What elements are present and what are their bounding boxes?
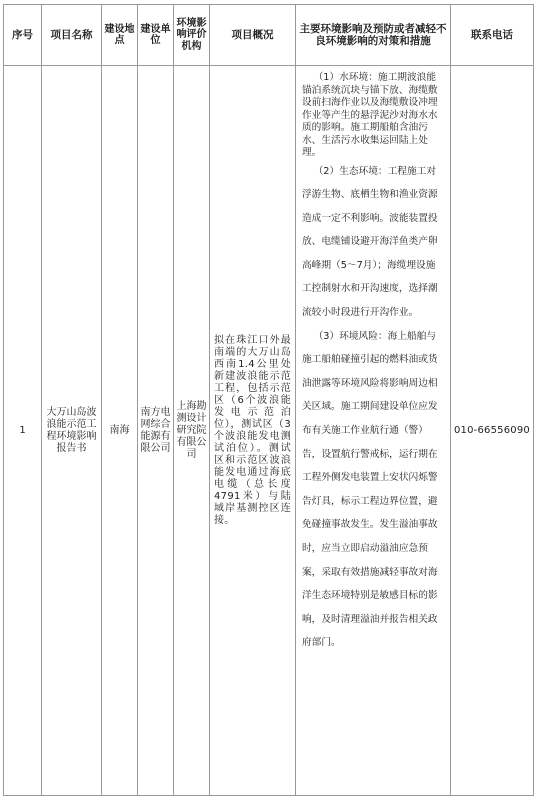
project-table: [3, 4, 534, 796]
cell-location: [102, 66, 138, 796]
cell-measures: [296, 66, 451, 796]
measure-ecology: （2）生态环境：工程施工对浮游生物、底栖生物和渔业资源造成一定不利影响。波能装置投放、电缆铺设避开海洋鱼类产卵高峰期（5～7月）；海缆埋设施工控制射水和开沟速度，选择潮流较小时段进行开沟作业。: [302, 165, 438, 319]
header-builder-text: 建设单位: [140, 23, 171, 46]
cell-phone: 010-66556090: [451, 66, 534, 796]
cell-builder-text: 南方电网综合能源有限公司: [140, 406, 171, 454]
header-eia-org-text: 环境影响评价机构: [176, 17, 207, 52]
header-eia-org: [174, 5, 210, 66]
cell-summary: 拟在珠江口外最南端的大万山岛西南1.4公里处新建波浪能示范工程，包括示范区（6个波浪能发电示范泊位），测试区（3个波浪能发电测试泊位）。测试区和示范区波浪能发电通过海底电缆（总长度4791米）与陆域岸基测控区连接。: [210, 66, 296, 796]
table-row: [4, 66, 534, 796]
header-no: 序号: [4, 5, 42, 66]
header-row: [4, 5, 534, 66]
header-project-name: [42, 5, 102, 66]
cell-builder: [138, 66, 174, 796]
header-project-name-text: 项目名称: [50, 28, 93, 41]
header-location-text: 建设地点: [104, 23, 135, 46]
cell-location-text: 南海: [109, 424, 130, 436]
header-phone: 联系电话: [451, 5, 534, 66]
header-builder: [138, 5, 174, 66]
measure-risk: （3）环境风险：海上船舶与施工船舶碰撞引起的燃料油或货油泄露等环境风险将影响周边相关区域。施工期间建设单位应发布有关施工作业航行通（警）告，设置航行警戒标，运行期在工程外侧发电装置上安状闪烁警告灯具，标示工程边界位置，避免碰撞事故发生。发生溢油事故时，应当立即启动溢油应急预案，采取有效措施减轻事故对海洋生态环境特别是敏感目标的影响，及时清理溢油并报告相关政府部门。: [302, 330, 438, 649]
cell-eia-org-text: 上海勘测设计研究院有限公司: [176, 400, 207, 460]
cell-project-name-text: 大万山岛波浪能示范工程环境影响报告书: [46, 406, 97, 454]
header-measures-text: 主要环境影响及预防或者减轻不良环境影响的对策和措施: [299, 22, 447, 47]
measure-water: （1）水环境：施工期波浪能锚泊系统沉块与锚下放、海缆敷设前扫海作业以及海缆敷设冲埋作业等产生的悬浮泥沙对海水水质的影响。施工期船舶含油污水、生活污水收集运回陆上处理。: [302, 72, 438, 158]
cell-no: 1: [4, 66, 42, 796]
cell-eia-org: [174, 66, 210, 796]
header-measures: [296, 5, 451, 66]
header-summary: 项目概况: [210, 5, 296, 66]
header-location: [102, 5, 138, 66]
cell-project-name: [42, 66, 102, 796]
